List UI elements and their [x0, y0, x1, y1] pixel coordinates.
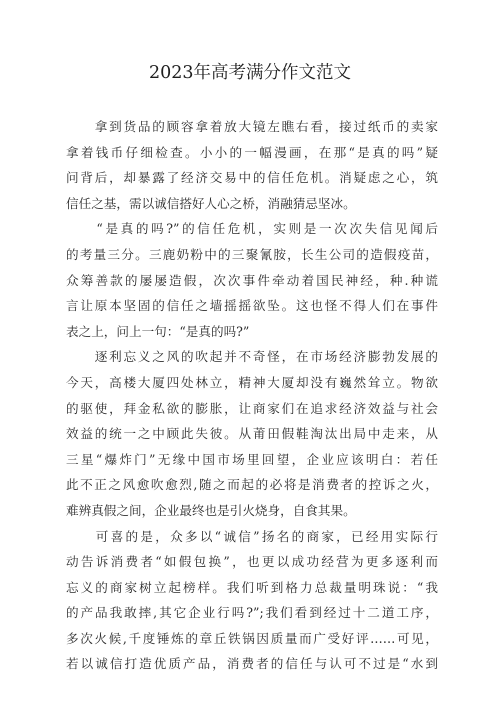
- body-text-line: 效益的统一之中顾此失彼。从莆田假鞋淘汰出局中走来，从: [66, 426, 438, 442]
- body-text-line: 三星“爆炸门”无缘中国市场里回望，企业应该明白：若任: [66, 451, 438, 467]
- body-text-line: 信任之基，需以诚信搭好人心之桥，消融猜忌坚冰。: [66, 195, 356, 211]
- body-text-line: 的产品我敢摔,其它企业行吗?”;我们看到经过十二道工序，: [66, 605, 438, 621]
- body-text-line: 逐利忘义之风的吹起并不奇怪，在市场经济膨勃发展的: [66, 349, 438, 365]
- body-text-line: 多次火候,千度锤炼的章丘铁锅因质量而广受好评……可见，: [66, 630, 438, 646]
- document-title: 2023年高考满分作文范文: [148, 63, 352, 83]
- body-text-line: 难辨真假之间，企业最终也是引火烧身，自食其果。: [66, 502, 356, 518]
- body-text-line: 可喜的是，众多以“诚信”扬名的商家，已经用实际行: [66, 528, 438, 544]
- body-text-line: 若以诚信打造优质产品，消费者的信任与认可不过是“水到: [66, 656, 438, 672]
- body-text-line: 忘义的商家树立起榜样。我们听到格力总裁量明珠说：“我: [66, 579, 438, 595]
- body-text-line: 表之上，问上一句：“是真的吗?”: [66, 323, 250, 339]
- body-text-line: 问背后，却暴露了经济交易中的信任危机。消疑虑之心，筑: [66, 170, 438, 186]
- body-text-line: 今天，高楼大厦四处林立，精神大厦却没有巍然耸立。物欲: [66, 374, 438, 390]
- document-body: [66, 114, 438, 677]
- body-text-line: 的考量三分。三鹿奶粉中的三聚氰胺，长生公司的造假疫苗，: [66, 246, 438, 262]
- body-text-line: 的驱使，拜金私欲的膨胀，让商家们在追求经济效益与社会: [66, 400, 438, 416]
- body-text-line: “是真的吗?”的信任危机，实则是一次次失信见闻后: [66, 221, 438, 237]
- body-text-line: 动告诉消费者“如假包换”，也更以成功经营为更多逐利而: [66, 554, 438, 570]
- body-text-line: 此不正之风愈吹愈烈,随之而起的必将是消费者的控诉之火，: [66, 477, 438, 493]
- body-text-line: 拿到货品的顾容拿着放大镜左瞧右看，接过纸币的卖家: [66, 119, 438, 134]
- body-text-line: 拿着钱币仔细检查。小小的一幅漫画，在那“是真的吗”疑: [66, 144, 438, 160]
- body-text-line: 言让原本坚固的信任之墙摇摇欲坠。这也怪不得人们在事件: [66, 298, 438, 314]
- body-text-line: 众筹善款的屡屡造假，次次事件牵动着国民神经，种.种谎: [66, 272, 438, 288]
